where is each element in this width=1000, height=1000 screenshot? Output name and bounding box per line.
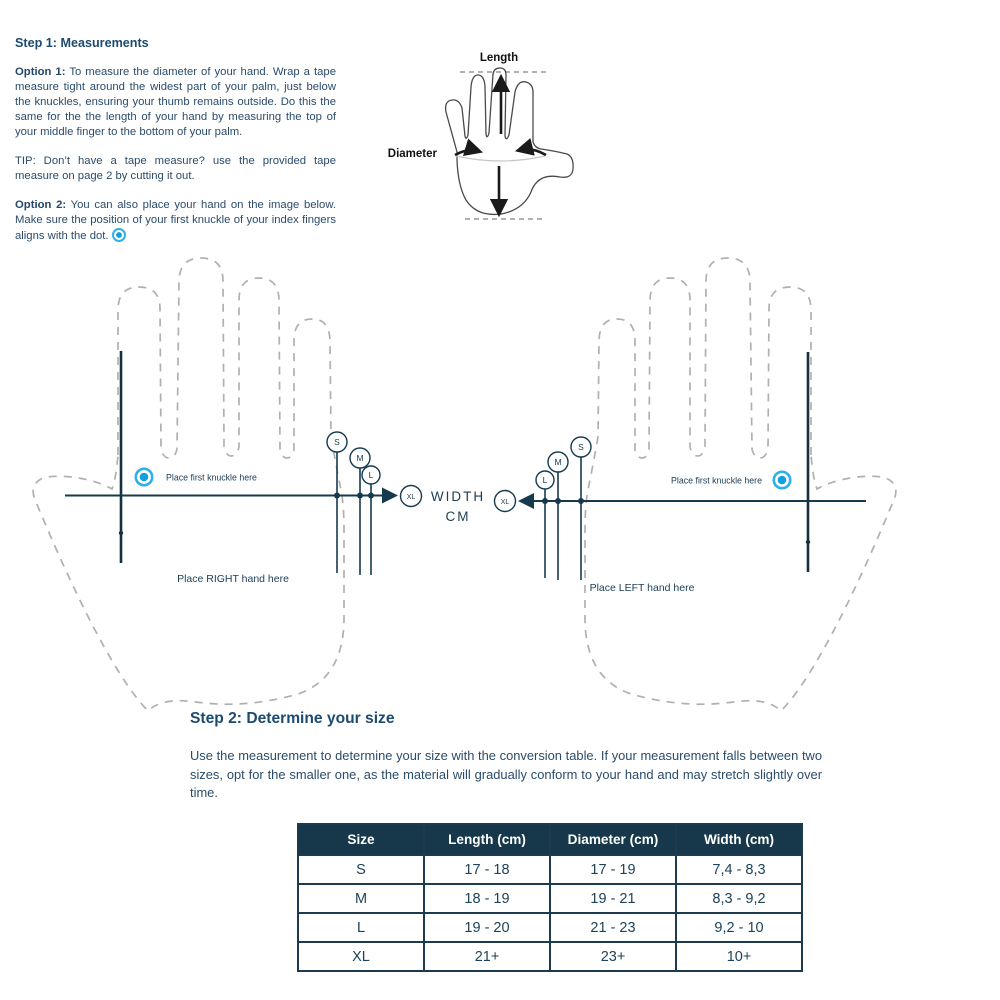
diameter-right-arrow	[520, 149, 546, 155]
cell-size: M	[298, 884, 424, 913]
tip-paragraph: TIP: Don’t have a tape measure? use the provided tape measure on page 2 by cutting it out.	[15, 155, 336, 182]
header-length: Length (cm)	[424, 824, 550, 855]
table-row	[298, 942, 802, 971]
left-knuckle-blue-dot-center	[140, 473, 149, 482]
cell-length: 17 - 18	[424, 855, 550, 884]
cell-size: S	[298, 855, 424, 884]
right-l-dot	[542, 498, 548, 504]
palm-ellipse-line	[456, 156, 545, 161]
step1-heading: Step 1: Measurements	[15, 36, 149, 50]
right-knuckle-blue-dot-center	[778, 476, 787, 485]
cell-length: 21+	[424, 942, 550, 971]
right-m-label: M	[554, 457, 562, 467]
header-width: Width (cm)	[676, 824, 802, 855]
right-hand-placement-label: Place RIGHT hand here	[177, 573, 289, 585]
right-s-label: S	[578, 442, 584, 452]
cell-size: XL	[298, 942, 424, 971]
diameter-label: Diameter	[387, 148, 437, 160]
cell-diameter: 23+	[550, 942, 676, 971]
option1-paragraph	[15, 65, 336, 140]
blue-dot-icon	[112, 228, 126, 242]
hand-placement-diagram	[0, 245, 1000, 720]
cell-width: 8,3 - 9,2	[676, 884, 802, 913]
left-s-label: S	[334, 437, 340, 447]
header-diameter: Diameter (cm)	[550, 824, 676, 855]
cell-width: 10+	[676, 942, 802, 971]
left-knuckle-tick-dot	[119, 531, 123, 535]
table-row	[298, 884, 802, 913]
cell-diameter: 19 - 21	[550, 884, 676, 913]
hand-measurement-illustration	[375, 42, 620, 237]
right-l-label: L	[542, 475, 548, 485]
left-hand-placement-label: Place LEFT hand here	[589, 582, 695, 594]
cell-width: 7,4 - 8,3	[676, 855, 802, 884]
left-knuckle-label: Place first knuckle here	[166, 472, 257, 483]
cell-diameter: 17 - 19	[550, 855, 676, 884]
cm-label: CM	[445, 509, 471, 524]
right-knuckle-tick-dot	[806, 540, 810, 544]
left-m-dot	[357, 493, 363, 499]
right-knuckle-label: Place first knuckle here	[671, 475, 762, 486]
table-row	[298, 855, 802, 884]
cell-size: L	[298, 913, 424, 942]
width-label: WIDTH	[430, 489, 486, 504]
cell-diameter: 21 - 23	[550, 913, 676, 942]
right-m-dot	[555, 498, 561, 504]
right-hand-dashed-outline	[33, 258, 344, 711]
cell-length: 19 - 20	[424, 913, 550, 942]
step2-paragraph: Use the measurement to determine your size with the conversion table. If your measurement falls between two sizes, opt for the smaller one, as the material will gradually conform to your hand and may stretch slightly over time.	[190, 748, 822, 800]
right-s-dot	[578, 498, 584, 504]
option2-label: Option 2:	[15, 199, 67, 211]
header-size: Size	[298, 824, 424, 855]
step2-heading: Step 2: Determine your size	[190, 710, 395, 727]
left-l-dot	[368, 493, 374, 499]
diameter-left-arrow	[455, 150, 478, 155]
left-m-label: M	[356, 453, 364, 463]
option1-text: To measure the diameter of your hand. Wrap a tape measure tight around the widest part of your palm, just below the knuckles, ensuring your thumb remains outside. Do this the same for the the length of your hand by measuring the top of your middle finger to the bottom of your palm.	[15, 66, 336, 138]
left-xl-label: XL	[406, 494, 416, 501]
right-xl-label: XL	[500, 499, 510, 506]
length-label: Length	[479, 52, 519, 64]
size-conversion-table	[297, 823, 803, 972]
left-l-label: L	[368, 470, 374, 480]
cell-width: 9,2 - 10	[676, 913, 802, 942]
left-s-dot	[334, 493, 340, 499]
option2-text: You can also place your hand on the image below. Make sure the position of your first knuckle of your index fingers aligns with the dot.	[15, 199, 336, 243]
table-row	[298, 913, 802, 942]
table-header-row	[298, 824, 802, 855]
step1-section	[15, 36, 336, 258]
hand-outline	[446, 68, 574, 214]
option2-paragraph	[15, 198, 336, 244]
option1-label: Option 1:	[15, 66, 66, 78]
cell-length: 18 - 19	[424, 884, 550, 913]
